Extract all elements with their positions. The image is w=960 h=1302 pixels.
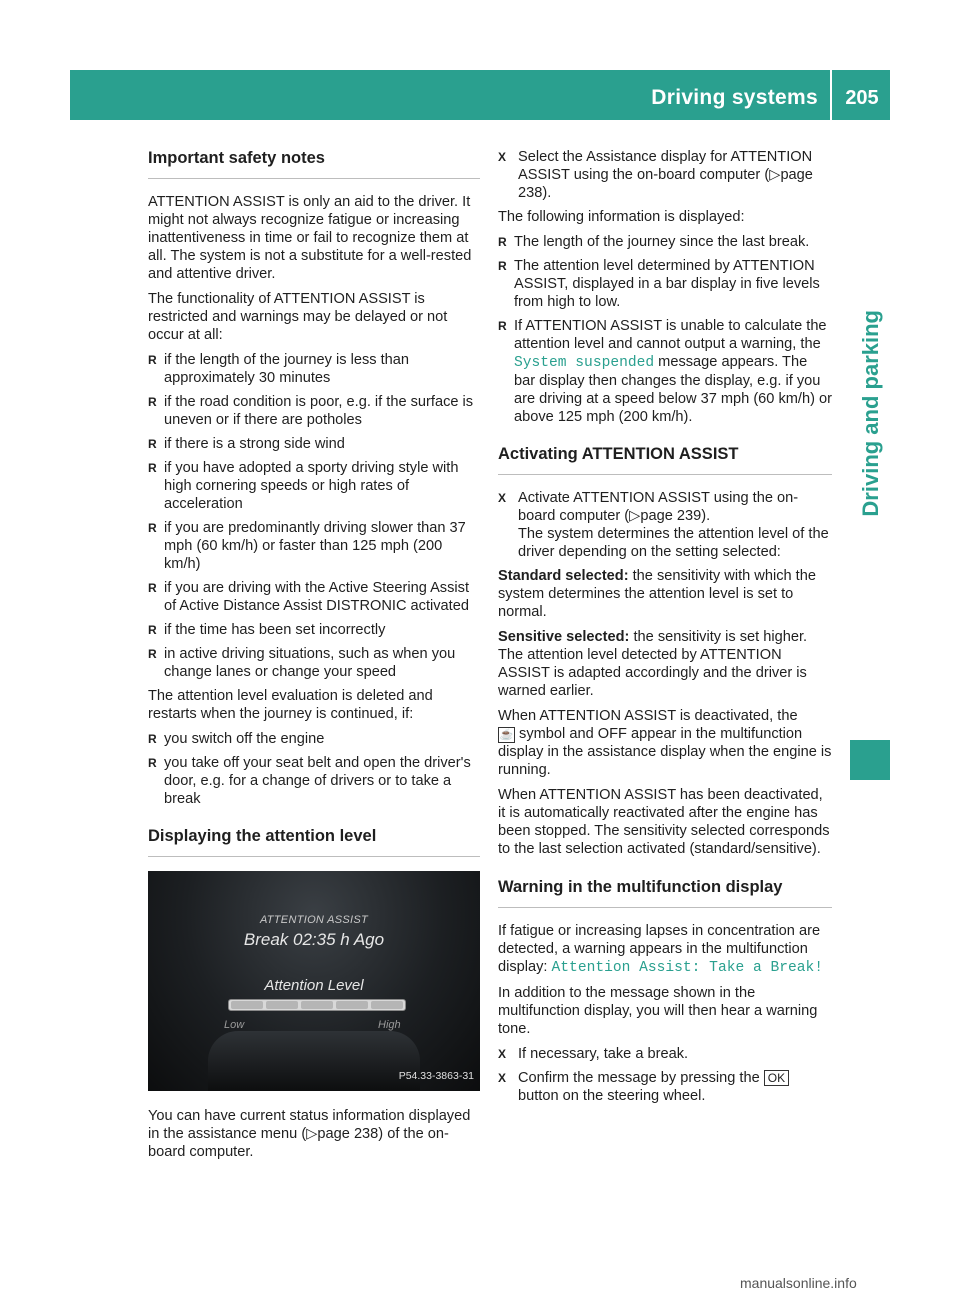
- step-list: [498, 148, 832, 202]
- page-ref-icon: ▷: [769, 167, 781, 183]
- attention-level-bar: [228, 999, 406, 1011]
- restart-list: [148, 730, 480, 808]
- paragraph: The functionality of ATTENTION ASSIST is restricted and warnings may be delayed or not occur at all:: [148, 291, 448, 343]
- step-item: X Activate ATTENTION ASSIST using the on-board computer (▷page 239). The system determines the attention level of the driver depending on the setting selected:: [498, 489, 832, 561]
- level-segment: [336, 1001, 368, 1009]
- screen-title: ATTENTION ASSIST: [259, 914, 369, 926]
- level-segment: [231, 1001, 263, 1009]
- sensitive-label: Sensitive selected:: [498, 629, 630, 645]
- screen-level-label: Attention Level: [264, 977, 364, 994]
- list-item: R you switch off the engine: [148, 730, 480, 748]
- list-item: R you take off your seat belt and open the driver's door, e.g. for a change of drivers or to take a break: [148, 754, 480, 808]
- list-item: R The length of the journey since the last break.: [498, 233, 832, 251]
- screen-low-label: Low: [224, 1019, 245, 1031]
- step-item: X Confirm the message by pressing the OK button on the steering wheel.: [498, 1069, 832, 1105]
- right-column: [498, 148, 832, 1111]
- level-segment: [301, 1001, 333, 1009]
- image-code: P54.33-3863-31: [398, 1070, 474, 1082]
- restriction-list: [148, 351, 480, 681]
- screen-high-label: High: [378, 1019, 401, 1031]
- paragraph: ATTENTION ASSIST is only an aid to the driver. It might not always recognize fatigue or increasing inattentiveness in time or fail to recognize them at all. The system is not a substitute for a well-rested and attentive driver.: [148, 194, 472, 282]
- list-item: R if there is a strong side wind: [148, 435, 480, 453]
- left-column: [148, 148, 480, 1168]
- paragraph: When ATTENTION ASSIST has been deactivated, it is automatically reactivated after the engine has been stopped. The sensitivity selected corresponds to the last selection activated (standard/sensitive).: [498, 787, 830, 857]
- screen-break-time: Break 02:35 h Ago: [243, 930, 385, 949]
- side-tab: [849, 310, 893, 730]
- page-ref-icon: ▷: [306, 1126, 318, 1142]
- list-item: R if you are predominantly driving slower than 37 mph (60 km/h) or faster than 125 mph (200 km/h): [148, 519, 480, 573]
- attention-assist-display-image: [148, 871, 480, 1091]
- side-tab-label: Driving and parking: [858, 310, 883, 517]
- paragraph: If fatigue or increasing lapses in concentration are detected, a warning appears in the multifunction display: Attention Assist: Take a Break!: [498, 923, 824, 976]
- standard-label: Standard selected:: [498, 568, 629, 584]
- header-divider: [830, 70, 832, 120]
- paragraph: The attention level evaluation is deleted and restarts when the journey is continued, if:: [148, 688, 433, 722]
- heading-warning: Warning in the multifunction display: [498, 877, 832, 908]
- footer-watermark: manualsonline.info: [740, 1275, 857, 1291]
- step-item: X Select the Assistance display for ATTENTION ASSIST using the on-board computer (▷page 238).: [498, 148, 832, 202]
- paragraph: You can have current status information displayed in the assistance menu (▷page 238) of the on-board computer.: [148, 1108, 471, 1160]
- heading-safety-notes: Important safety notes: [148, 148, 480, 179]
- side-tab-marker: [850, 740, 890, 780]
- list-item: R if the time has been set incorrectly: [148, 621, 480, 639]
- paragraph: The following information is displayed:: [498, 209, 745, 225]
- heading-displaying-level: Displaying the attention level: [148, 826, 480, 857]
- system-suspended-message: System suspended: [514, 355, 655, 371]
- level-segment: [266, 1001, 298, 1009]
- list-item: R in active driving situations, such as when you change lanes or change your speed: [148, 645, 480, 681]
- section-title: Driving systems: [651, 86, 818, 109]
- paragraph: Sensitive selected: the sensitivity is set higher. The attention level detected by ATTENTION ASSIST is adapted accordingly and the driver is warned earlier.: [498, 629, 808, 699]
- list-item: R if you are driving with the Active Steering Assist of Active Distance Assist DISTRONIC activated: [148, 579, 480, 615]
- page-number: 205: [845, 87, 879, 109]
- page-ref-icon: ▷: [629, 508, 641, 524]
- info-list: [498, 233, 832, 426]
- coffee-cup-icon: ☕: [499, 729, 514, 741]
- step-list: [498, 489, 832, 561]
- step-item: X If necessary, take a break.: [498, 1045, 832, 1063]
- list-item: R The attention level determined by ATTENTION ASSIST, displayed in a bar display in five levels from high to low.: [498, 257, 832, 311]
- list-item: R if you have adopted a sporty driving style with high cornering speeds or high rates of acceleration: [148, 459, 480, 513]
- level-segment: [371, 1001, 403, 1009]
- paragraph: In addition to the message shown in the multifunction display, you will then hear a warning tone.: [498, 985, 818, 1037]
- list-item: R If ATTENTION ASSIST is unable to calculate the attention level and cannot output a warning, the System suspended message appears. The bar display then changes the display, e.g. if you are driving at a speed below 37 mph (60 km/h) or above 125 mph (200 km/h).: [498, 317, 832, 426]
- warning-message: Attention Assist: Take a Break!: [551, 960, 824, 976]
- paragraph: When ATTENTION ASSIST is deactivated, the ☕ symbol and OFF appear in the multifunction display in the assistance display when the engine is running.: [498, 708, 832, 778]
- ok-button-icon: OK: [764, 1070, 789, 1086]
- paragraph: Standard selected: the sensitivity with which the system determines the attention level is set to normal.: [498, 568, 816, 620]
- list-item: R if the road condition is poor, e.g. if the surface is uneven or if there are potholes: [148, 393, 480, 429]
- step-list: [498, 1045, 832, 1105]
- list-item: R if the length of the journey is less than approximately 30 minutes: [148, 351, 480, 387]
- heading-activating: Activating ATTENTION ASSIST: [498, 444, 832, 475]
- screen-floor: [208, 1031, 420, 1091]
